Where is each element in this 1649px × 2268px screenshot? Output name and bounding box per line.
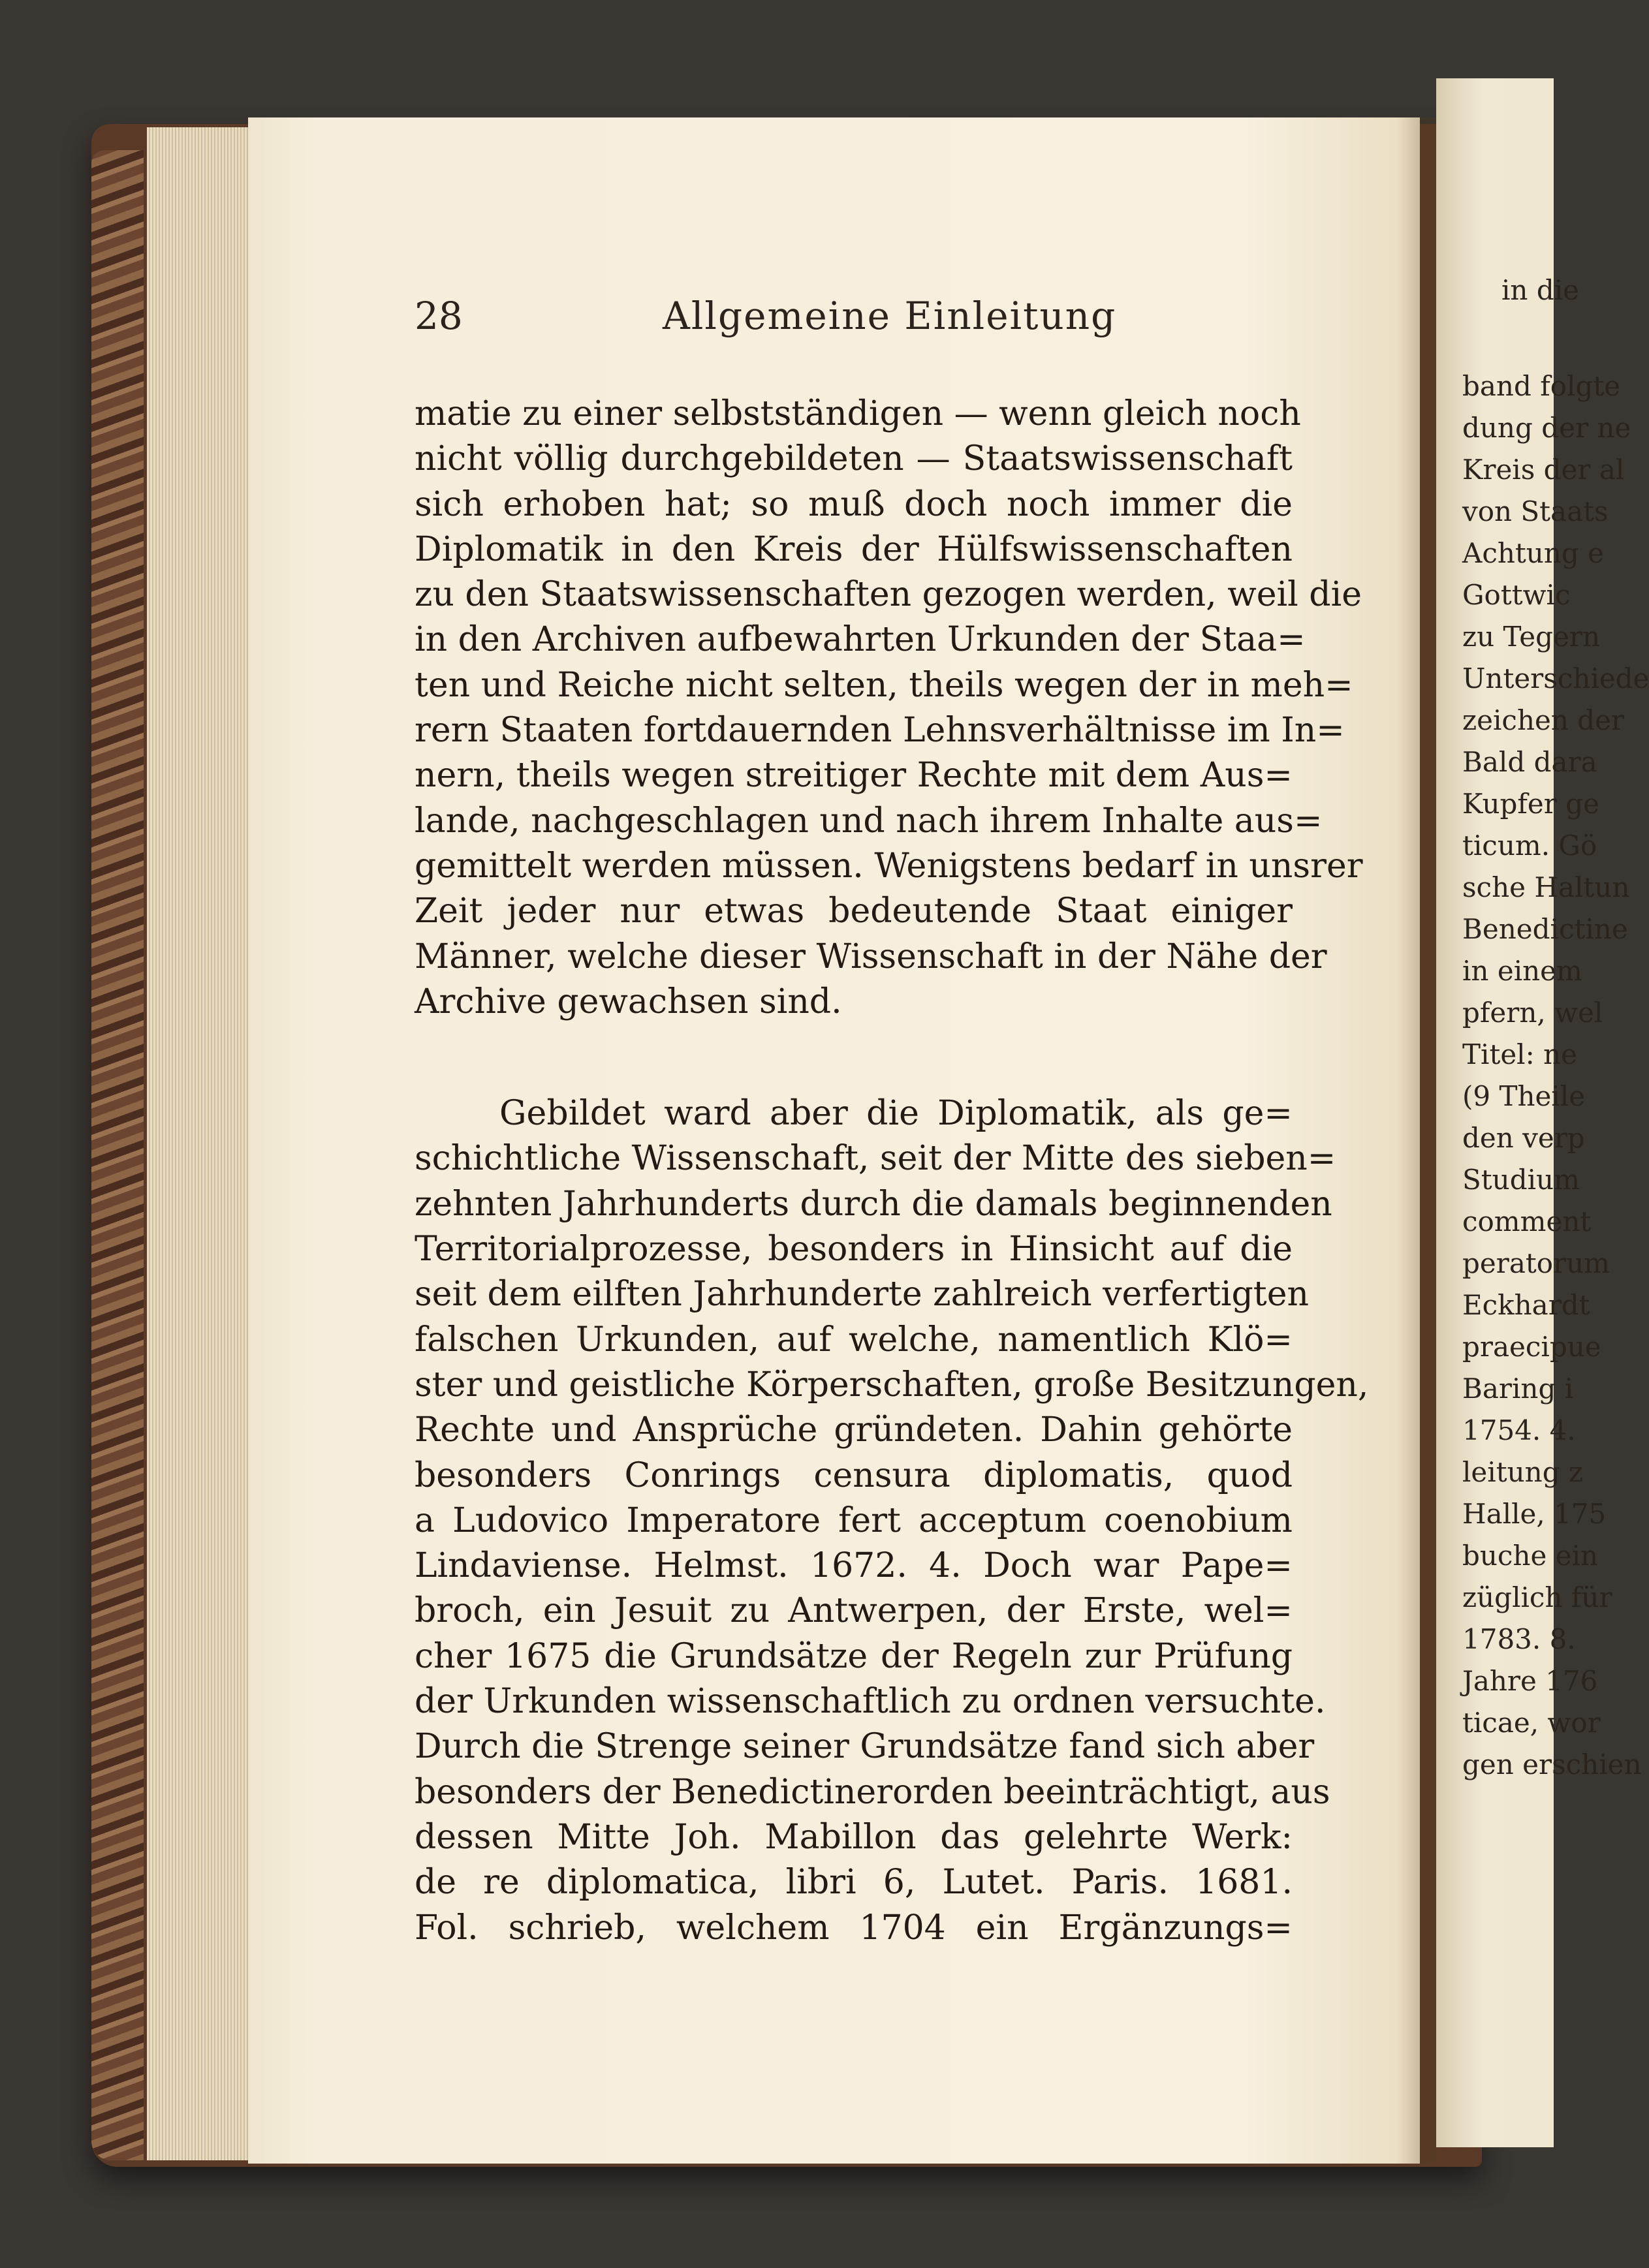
next-page-line: Eckhardt <box>1462 1289 1590 1321</box>
text-line: a Ludovico Imperatore fert acceptum coenobium <box>415 1500 1293 1540</box>
next-page-line: von Staats <box>1462 495 1609 527</box>
next-page-line: dung der ne <box>1462 412 1631 444</box>
next-page-line: Studium <box>1462 1164 1580 1196</box>
next-page-line: züglich für <box>1462 1581 1612 1613</box>
text-line: nicht völlig durchgebildeten — Staatswissenschaft <box>415 439 1293 479</box>
next-page-line: comment <box>1462 1205 1592 1237</box>
next-page-text <box>1462 365 1649 1786</box>
text-line: der Urkunden wissenschaftlich zu ordnen versuchte. <box>415 1682 1326 1722</box>
page-header <box>415 294 1293 346</box>
text-line: Männer, welche dieser Wissenschaft in der Nähe der <box>415 937 1327 976</box>
next-page-line: Kreis der al <box>1462 454 1625 486</box>
text-line: cher 1675 die Grundsätze der Regeln zur Prüfung <box>415 1636 1293 1676</box>
next-page-line: buche ein <box>1462 1540 1599 1572</box>
next-page-line: peratorum <box>1462 1247 1610 1279</box>
next-page-line: gen erschien <box>1462 1748 1642 1780</box>
next-page-line: Gottwic <box>1462 579 1571 611</box>
text-line: zehnten Jahrhunderts durch die damals beginnenden <box>415 1184 1332 1224</box>
text-line: Lindaviense. Helmst. 1672. 4. Doch war Pape= <box>415 1546 1293 1586</box>
next-page-line: in einem <box>1462 955 1582 987</box>
next-page-line: Unterschiede <box>1462 662 1649 694</box>
next-page-line: pfern, wel <box>1462 997 1603 1029</box>
paragraph-gap <box>415 1025 1293 1091</box>
text-line: sich erhoben hat; so muß doch noch immer die <box>415 484 1293 524</box>
text-line: dessen Mitte Joh. Mabillon das gelehrte Werk: <box>415 1817 1293 1857</box>
text-line: Rechte und Ansprüche gründeten. Dahin gehörte <box>415 1410 1293 1450</box>
next-page-header-fragment: in die <box>1501 274 1580 306</box>
next-page-line: Halle, 175 <box>1462 1498 1607 1530</box>
text-line: de re diplomatica, libri 6, Lutet. Paris. 1681. <box>415 1863 1293 1903</box>
next-page-line: Kupfer ge <box>1462 788 1599 820</box>
next-page-line: 1783. 8. <box>1462 1623 1576 1655</box>
page-edge-stack <box>147 127 251 2160</box>
text-line: nern, theils wegen streitiger Rechte mit dem Aus= <box>415 756 1293 796</box>
next-page-line: den verp <box>1462 1122 1585 1154</box>
next-page-line: Titel: ne <box>1462 1038 1578 1070</box>
next-page-line: (9 Theile <box>1462 1080 1586 1112</box>
text-line: schichtliche Wissenschaft, seit der Mitte des sieben= <box>415 1139 1336 1179</box>
next-page-line: band folgte <box>1462 370 1621 402</box>
text-line: Durch die Strenge seiner Grundsätze fand sich aber <box>415 1727 1315 1767</box>
next-page-line: Achtung e <box>1462 537 1604 569</box>
marbled-edge <box>91 150 144 2160</box>
next-page-line: Jahre 176 <box>1462 1665 1598 1697</box>
text-line: seit dem eilften Jahrhunderte zahlreich verfertigten <box>415 1275 1309 1314</box>
text-line: matie zu einer selbstständigen — wenn gleich noch <box>415 394 1301 433</box>
next-page-line: ticae, wor <box>1462 1707 1601 1739</box>
next-page-line: zu Tegern <box>1462 621 1601 653</box>
text-line: Diplomatik in den Kreis der Hülfswissenschaften <box>415 529 1293 569</box>
next-page-line: Benedictine <box>1462 913 1628 945</box>
next-page-line: Baring i <box>1462 1373 1574 1405</box>
next-page-line: praecipue <box>1462 1331 1601 1363</box>
text-line: falschen Urkunden, auf welche, namentlich Klö= <box>415 1320 1293 1359</box>
next-page-line: zeichen der <box>1462 704 1625 736</box>
running-title: Allgemeine Einleitung <box>663 294 1117 338</box>
next-page-line: ticum. Gö <box>1462 830 1597 862</box>
text-line: Archive gewachsen sind. <box>415 982 842 1021</box>
text-line: in den Archiven aufbewahrten Urkunden der Staa= <box>415 620 1306 660</box>
page-number: 28 <box>415 294 463 338</box>
next-page-line: leitung z <box>1462 1456 1584 1488</box>
text-line: Territorialprozesse, besonders in Hinsicht auf die <box>415 1230 1293 1269</box>
text-line: Gebildet ward aber die Diplomatik, als ge= <box>499 1094 1293 1134</box>
text-line: besonders Conrings censura diplomatis, quod <box>415 1455 1293 1495</box>
text-line: lande, nachgeschlagen und nach ihrem Inhalte aus= <box>415 801 1323 841</box>
book-gutter <box>1397 117 1436 2164</box>
next-page-line: sche Haltun <box>1462 871 1630 903</box>
text-line: rern Staaten fortdauernden Lehnsverhältnisse im In= <box>415 711 1345 751</box>
text-line: gemittelt werden müssen. Wenigstens bedarf in unsrer <box>415 846 1363 886</box>
text-line: zu den Staatswissenschaften gezogen werden, weil die <box>415 575 1362 615</box>
text-line: ten und Reiche nicht selten, theils wegen der in meh= <box>415 665 1353 705</box>
next-page-line: Bald dara <box>1462 746 1597 778</box>
text-line: broch, ein Jesuit zu Antwerpen, der Erste, wel= <box>415 1591 1293 1631</box>
next-page-line: 1754. 4. <box>1462 1414 1576 1446</box>
text-line: Fol. schrieb, welchem 1704 ein Ergänzungs= <box>415 1908 1293 1948</box>
text-line: besonders der Benedictinerorden beeinträchtigt, aus <box>415 1772 1330 1812</box>
text-line: Zeit jeder nur etwas bedeutende Staat einiger <box>415 892 1293 931</box>
text-line: ster und geistliche Körperschaften, große Besitzungen, <box>415 1365 1369 1405</box>
body-text <box>415 392 1369 1951</box>
